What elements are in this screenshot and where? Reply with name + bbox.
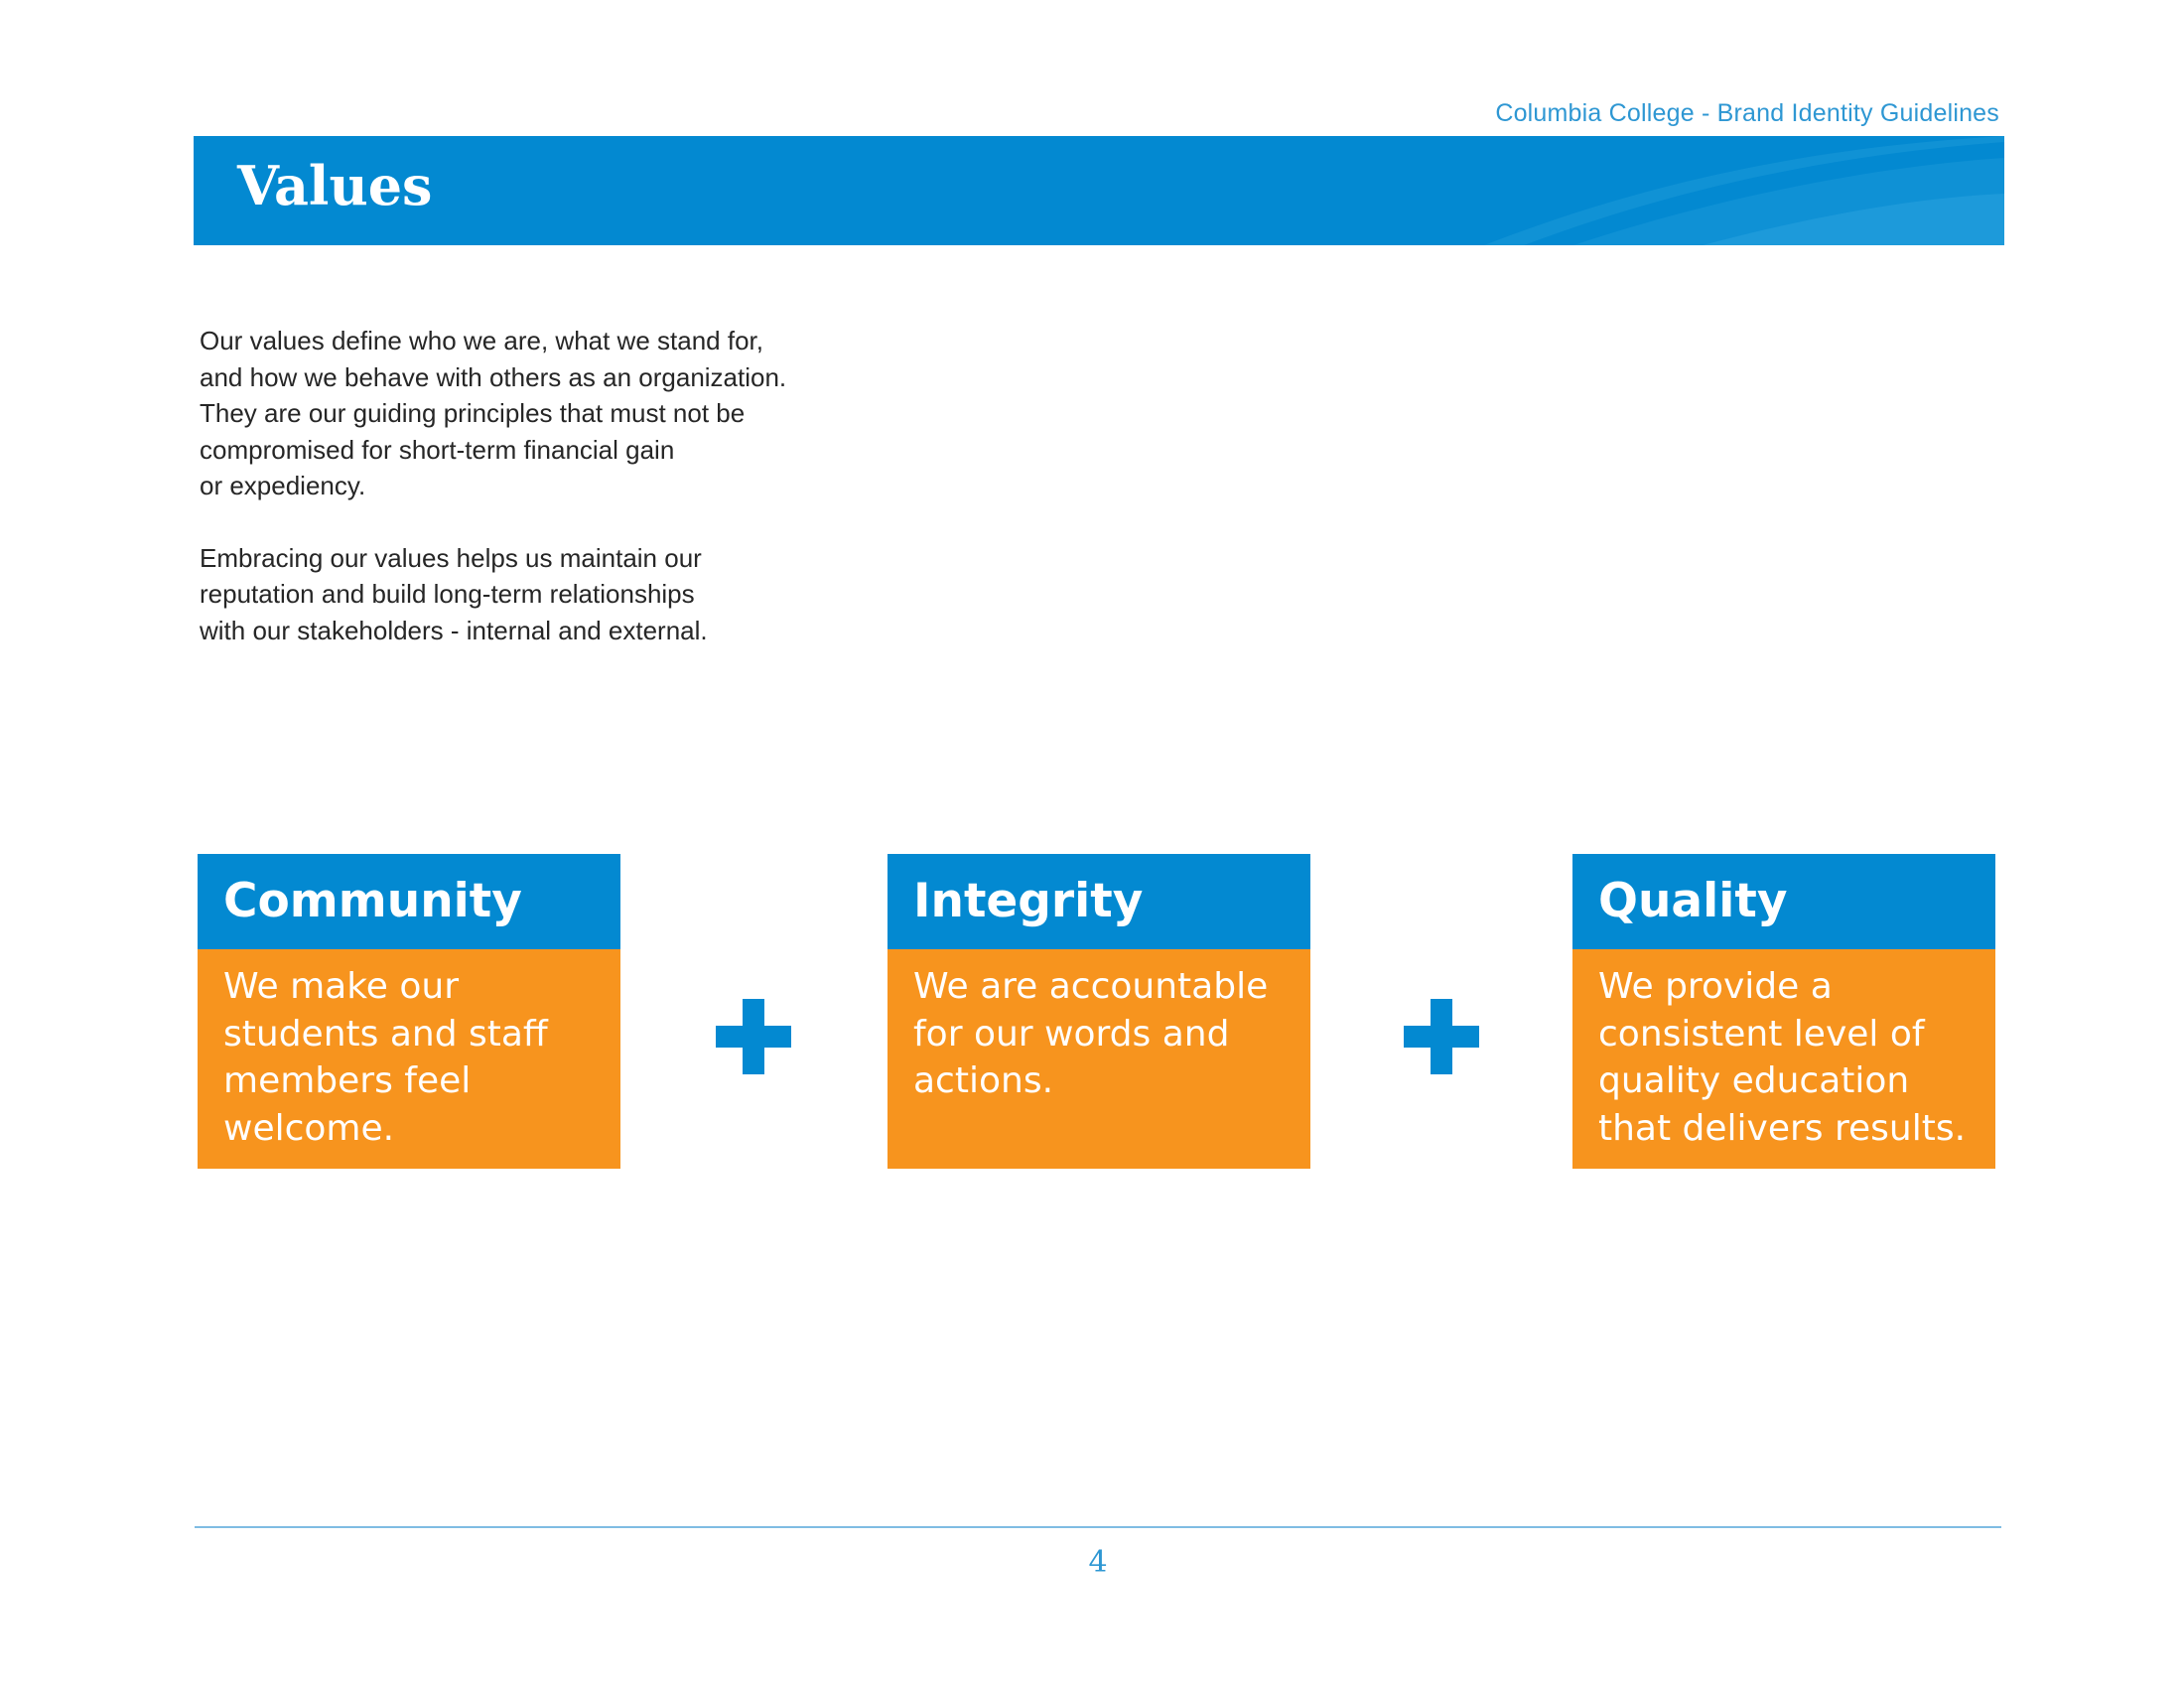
value-card-community <box>198 854 620 1169</box>
value-card-title: Quality <box>1572 854 1995 949</box>
intro-paragraph: Embracing our values helps us maintain our reputation and build long-term relationships with our stakeholders - internal and external. <box>200 542 708 645</box>
value-card-quality <box>1572 854 1995 1169</box>
section-banner <box>194 136 2004 245</box>
value-card-description: We are accountable for our words and actions. <box>887 949 1310 1169</box>
banner-wave-decoration <box>194 136 2004 245</box>
value-card-integrity <box>887 854 1310 1169</box>
running-header: Columbia College - Brand Identity Guidelines <box>1495 99 1999 127</box>
value-card-description: We provide a consistent level of quality education that delivers results. <box>1572 949 1995 1169</box>
footer-divider <box>195 1526 2001 1528</box>
value-card-title: Community <box>198 854 620 949</box>
page-number: 4 <box>1088 1545 1108 1580</box>
intro-paragraph: Our values define who we are, what we stand for, and how we behave with others as an organization. They are our guiding principles that must not be compromised for short-term financial gain or expediency. <box>200 326 787 500</box>
intro-text <box>200 323 875 684</box>
page-title: Values <box>237 154 433 217</box>
value-card-title: Integrity <box>887 854 1310 949</box>
plus-icon <box>1404 999 1479 1074</box>
plus-icon <box>716 999 791 1074</box>
value-card-description: We make our students and staff members feel welcome. <box>198 949 620 1169</box>
